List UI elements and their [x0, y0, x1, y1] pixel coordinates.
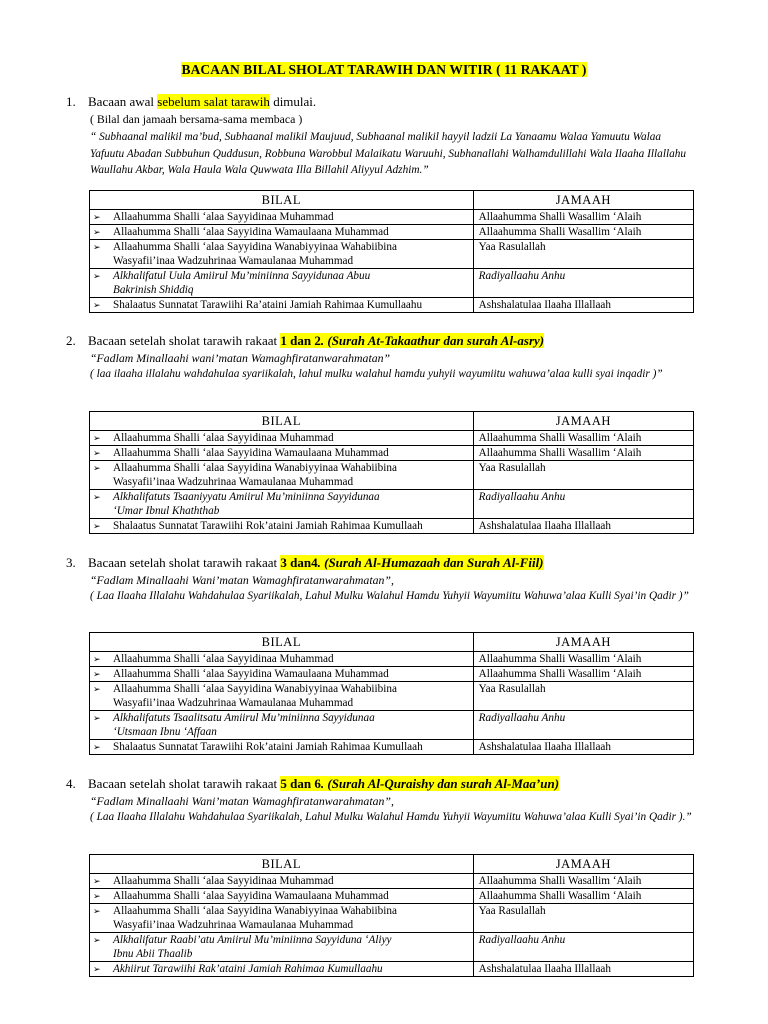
section-3-table: [89, 632, 694, 755]
arrow-bullet-icon: ➢: [93, 463, 101, 473]
bilal-text-continued: Bakrinish Shiddiq: [113, 284, 194, 296]
bilal-text: Allaahumma Shalli ‘alaa Sayyidina Wanabiyyinaa Wahabiibina: [113, 241, 397, 253]
jamaah-cell: Radiyallaahu Anhu: [473, 711, 693, 740]
table-header-row: [90, 191, 694, 210]
section-3-line-1: “Fadlam Minallaahi Wani’matan Wamaghfiratanwarahmatan”,: [90, 573, 394, 587]
table-row: [90, 240, 694, 269]
bilal-text: Allaahumma Shalli ‘alaa Sayyidinaa Muhammad: [113, 432, 334, 444]
jamaah-cell: Radiyallaahu Anhu: [473, 490, 693, 519]
bilal-cell: [90, 711, 474, 740]
column-header-jamaah: JAMAAH: [473, 855, 693, 874]
column-header-bilal: BILAL: [90, 412, 474, 431]
table-row: [90, 652, 694, 667]
bilal-cell: [90, 933, 474, 962]
column-header-jamaah: JAMAAH: [473, 633, 693, 652]
section-2-line-1: “Fadlam Minallaahi wani’matan Wamaghfiratanwarahmatan”: [90, 351, 391, 365]
bilal-text-continued: Ibnu Abii Thaalib: [113, 948, 193, 960]
table-row: [90, 519, 694, 534]
bilal-text-continued: Wasyafii’inaa Wadzuhrinaa Wamaulanaa Muhammad: [113, 919, 354, 931]
bilal-text-continued: Wasyafii’inaa Wadzuhrinaa Wamaulanaa Muhammad: [113, 255, 354, 267]
bilal-cell: [90, 667, 474, 682]
arrow-bullet-icon: ➢: [93, 669, 101, 679]
table-header-row: [90, 412, 694, 431]
bilal-text: Shalaatus Sunnatat Tarawiihi Rok’ataini Jamiah Rahimaa Kumullaah: [113, 520, 423, 532]
section-1-prayer-text: “ Subhaanal malikil ma’bud, Subhaanal malikil Maujuud, Subhaanal malikil hayyil ladzii La Yanaamu Walaa Yamuutu Walaa Yafuutu Abadan Subbuhun Quddusun, Robbuna Warobbul Malaikatu Waruuhi, Subhanallahi Walhamdulillahi Wala Ilaaha Illallahu Waullahu Akbar, Wala Haula Wala Quwwata Illa Billahil Aliyyul Adzhim.”: [90, 131, 687, 176]
bilal-text: Shalaatus Sunnatat Tarawiihi Ra’ataini Jamiah Rahimaa Kumullaahu: [113, 299, 423, 311]
arrow-bullet-icon: ➢: [93, 300, 101, 310]
jamaah-cell: Allaahumma Shalli Wasallim ‘Alaih: [473, 210, 693, 225]
section-3-heading: 3. Bacaan setelah sholat tarawih rakaat 3 dan4. (Surah Al-Humazaah dan Surah Al-Fiil): [66, 555, 544, 570]
bilal-cell: [90, 874, 474, 889]
bilal-text: Allaahumma Shalli ‘alaa Sayyidina Wamaulaana Muhammad: [113, 226, 389, 238]
bilal-text-continued: ‘Utsmaan Ibnu ‘Affaan: [113, 726, 217, 738]
table-row: [90, 446, 694, 461]
arrow-bullet-icon: ➢: [93, 964, 101, 974]
section-4-line-2: ( Laa Ilaaha Illalahu Wahdahulaa Syariikalah, Lahul Mulku Walahul Hamdu Yuhyii Wayumiitu Wahuwa’alaa Kulli Syai’in Qadir ).”: [90, 811, 692, 823]
arrow-bullet-icon: ➢: [93, 876, 101, 886]
bilal-cell: [90, 225, 474, 240]
table-row: [90, 682, 694, 711]
table-header-row: [90, 855, 694, 874]
column-header-jamaah: JAMAAH: [473, 191, 693, 210]
table-row: [90, 904, 694, 933]
table-row: [90, 461, 694, 490]
jamaah-cell: Radiyallaahu Anhu: [473, 269, 693, 298]
arrow-bullet-icon: ➢: [93, 242, 101, 252]
arrow-bullet-icon: ➢: [93, 742, 101, 752]
jamaah-cell: Allaahumma Shalli Wasallim ‘Alaih: [473, 652, 693, 667]
table-row: [90, 667, 694, 682]
bilal-cell: [90, 210, 474, 225]
arrow-bullet-icon: ➢: [93, 935, 101, 945]
table-row: [90, 269, 694, 298]
table-row: [90, 740, 694, 755]
bilal-cell: [90, 269, 474, 298]
bilal-text: Akhiirut Tarawiihi Rak’ataini Jamiah Rahimaa Kumullaahu: [113, 963, 383, 975]
document-title: BACAAN BILAL SHOLAT TARAWIH DAN WITIR ( 11 RAKAAT ): [181, 62, 587, 77]
bilal-text: Shalaatus Sunnatat Tarawiihi Rok’ataini Jamiah Rahimaa Kumullaah: [113, 741, 423, 753]
bilal-cell: [90, 904, 474, 933]
column-header-bilal: BILAL: [90, 855, 474, 874]
bilal-cell: [90, 740, 474, 755]
bilal-text: Allaahumma Shalli ‘alaa Sayyidinaa Muhammad: [113, 653, 334, 665]
bilal-text: Allaahumma Shalli ‘alaa Sayyidina Wanabiyyinaa Wahabiibina: [113, 905, 397, 917]
table-row: [90, 711, 694, 740]
bilal-cell: [90, 652, 474, 667]
arrow-bullet-icon: ➢: [93, 713, 101, 723]
jamaah-cell: Allaahumma Shalli Wasallim ‘Alaih: [473, 667, 693, 682]
jamaah-cell: Ashshalatulaa Ilaaha Illallaah: [473, 962, 693, 977]
bilal-text: Allaahumma Shalli ‘alaa Sayyidina Wanabiyyinaa Wahabiibina: [113, 462, 397, 474]
table-header-row: [90, 633, 694, 652]
section-2-heading: 2. Bacaan setelah sholat tarawih rakaat 1 dan 2. (Surah At-Takaathur dan surah Al-asry): [66, 333, 545, 348]
arrow-bullet-icon: ➢: [93, 891, 101, 901]
jamaah-cell: Allaahumma Shalli Wasallim ‘Alaih: [473, 889, 693, 904]
table-row: [90, 962, 694, 977]
arrow-bullet-icon: ➢: [93, 654, 101, 664]
bilal-cell: [90, 298, 474, 313]
arrow-bullet-icon: ➢: [93, 448, 101, 458]
arrow-bullet-icon: ➢: [93, 212, 101, 222]
table-row: [90, 210, 694, 225]
bilal-cell: [90, 962, 474, 977]
jamaah-cell: Yaa Rasulallah: [473, 682, 693, 711]
jamaah-cell: Yaa Rasulallah: [473, 240, 693, 269]
jamaah-cell: Allaahumma Shalli Wasallim ‘Alaih: [473, 874, 693, 889]
section-4-table: [89, 854, 694, 977]
table-row: [90, 431, 694, 446]
arrow-bullet-icon: ➢: [93, 227, 101, 237]
jamaah-cell: Allaahumma Shalli Wasallim ‘Alaih: [473, 431, 693, 446]
section-1-subheading: ( Bilal dan jamaah bersama-sama membaca ): [90, 112, 303, 126]
jamaah-cell: Radiyallaahu Anhu: [473, 933, 693, 962]
table-row: [90, 298, 694, 313]
bilal-text-continued: ‘Umar Ibnul Khaththab: [113, 505, 220, 517]
bilal-text: Allaahumma Shalli ‘alaa Sayyidinaa Muhammad: [113, 211, 334, 223]
section-1-heading: 1. Bacaan awal sebelum salat tarawih dimulai.: [66, 94, 317, 109]
arrow-bullet-icon: ➢: [93, 906, 101, 916]
jamaah-cell: Allaahumma Shalli Wasallim ‘Alaih: [473, 225, 693, 240]
bilal-text: Allaahumma Shalli ‘alaa Sayyidina Wamaulaana Muhammad: [113, 890, 389, 902]
arrow-bullet-icon: ➢: [93, 684, 101, 694]
column-header-jamaah: JAMAAH: [473, 412, 693, 431]
bilal-text: Allaahumma Shalli ‘alaa Sayyidina Wamaulaana Muhammad: [113, 447, 389, 459]
section-4-heading: 4. Bacaan setelah sholat tarawih rakaat 5 dan 6. (Surah Al-Quraishy dan surah Al-Maa’un): [66, 776, 560, 791]
jamaah-cell: Yaa Rasulallah: [473, 904, 693, 933]
section-4-line-1: “Fadlam Minallaahi Wani’matan Wamaghfiratanwarahmatan”,: [90, 794, 394, 808]
bilal-cell: [90, 519, 474, 534]
jamaah-cell: Yaa Rasulallah: [473, 461, 693, 490]
table-row: [90, 490, 694, 519]
bilal-cell: [90, 461, 474, 490]
bilal-cell: [90, 431, 474, 446]
jamaah-cell: Ashshalatulaa Ilaaha Illallaah: [473, 519, 693, 534]
jamaah-cell: Ashshalatulaa Ilaaha Illallaah: [473, 298, 693, 313]
column-header-bilal: BILAL: [90, 633, 474, 652]
bilal-text: Alkhalifatuts Tsaalitsatu Amiirul Mu’miniinna Sayyidunaa: [113, 712, 375, 724]
jamaah-cell: Ashshalatulaa Ilaaha Illallaah: [473, 740, 693, 755]
bilal-cell: [90, 490, 474, 519]
bilal-text: Allaahumma Shalli ‘alaa Sayyidina Wanabiyyinaa Wahabiibina: [113, 683, 397, 695]
bilal-text-continued: Wasyafii’inaa Wadzuhrinaa Wamaulanaa Muhammad: [113, 697, 354, 709]
arrow-bullet-icon: ➢: [93, 271, 101, 281]
arrow-bullet-icon: ➢: [93, 521, 101, 531]
table-row: [90, 889, 694, 904]
bilal-text: Allaahumma Shalli ‘alaa Sayyidinaa Muhammad: [113, 875, 334, 887]
jamaah-cell: Allaahumma Shalli Wasallim ‘Alaih: [473, 446, 693, 461]
section-3-line-2: ( Laa Ilaaha Illalahu Wahdahulaa Syariikalah, Lahul Mulku Walahul Hamdu Yuhyii Wayumiitu Wahuwa’alaa Kulli Syai’in Qadir )”: [90, 590, 689, 602]
bilal-cell: [90, 889, 474, 904]
section-2-line-2: ( laa ilaaha illalahu wahdahulaa syariikalah, lahul mulku walahul hamdu yuhyii wayumiitu wahuwa’alaa kulli syai inqadir )”: [90, 368, 663, 380]
bilal-text: Allaahumma Shalli ‘alaa Sayyidina Wamaulaana Muhammad: [113, 668, 389, 680]
section-1-table: [89, 190, 694, 313]
bilal-text: Alkhalifatuts Tsaaniyyatu Amiirul Mu’miniinna Sayyidunaa: [113, 491, 380, 503]
arrow-bullet-icon: ➢: [93, 492, 101, 502]
bilal-text: Alkhalifatul Uula Amiirul Mu’miniinna Sayyidunaa Abuu: [113, 270, 371, 282]
bilal-cell: [90, 682, 474, 711]
column-header-bilal: BILAL: [90, 191, 474, 210]
table-row: [90, 225, 694, 240]
table-row: [90, 874, 694, 889]
bilal-text: Alkhalifatur Raabi’atu Amiirul Mu’miniinna Sayyiduna ‘Aliyy: [113, 934, 392, 946]
arrow-bullet-icon: ➢: [93, 433, 101, 443]
bilal-cell: [90, 446, 474, 461]
table-row: [90, 933, 694, 962]
bilal-cell: [90, 240, 474, 269]
bilal-text-continued: Wasyafii’inaa Wadzuhrinaa Wamaulanaa Muhammad: [113, 476, 354, 488]
section-2-table: [89, 411, 694, 534]
